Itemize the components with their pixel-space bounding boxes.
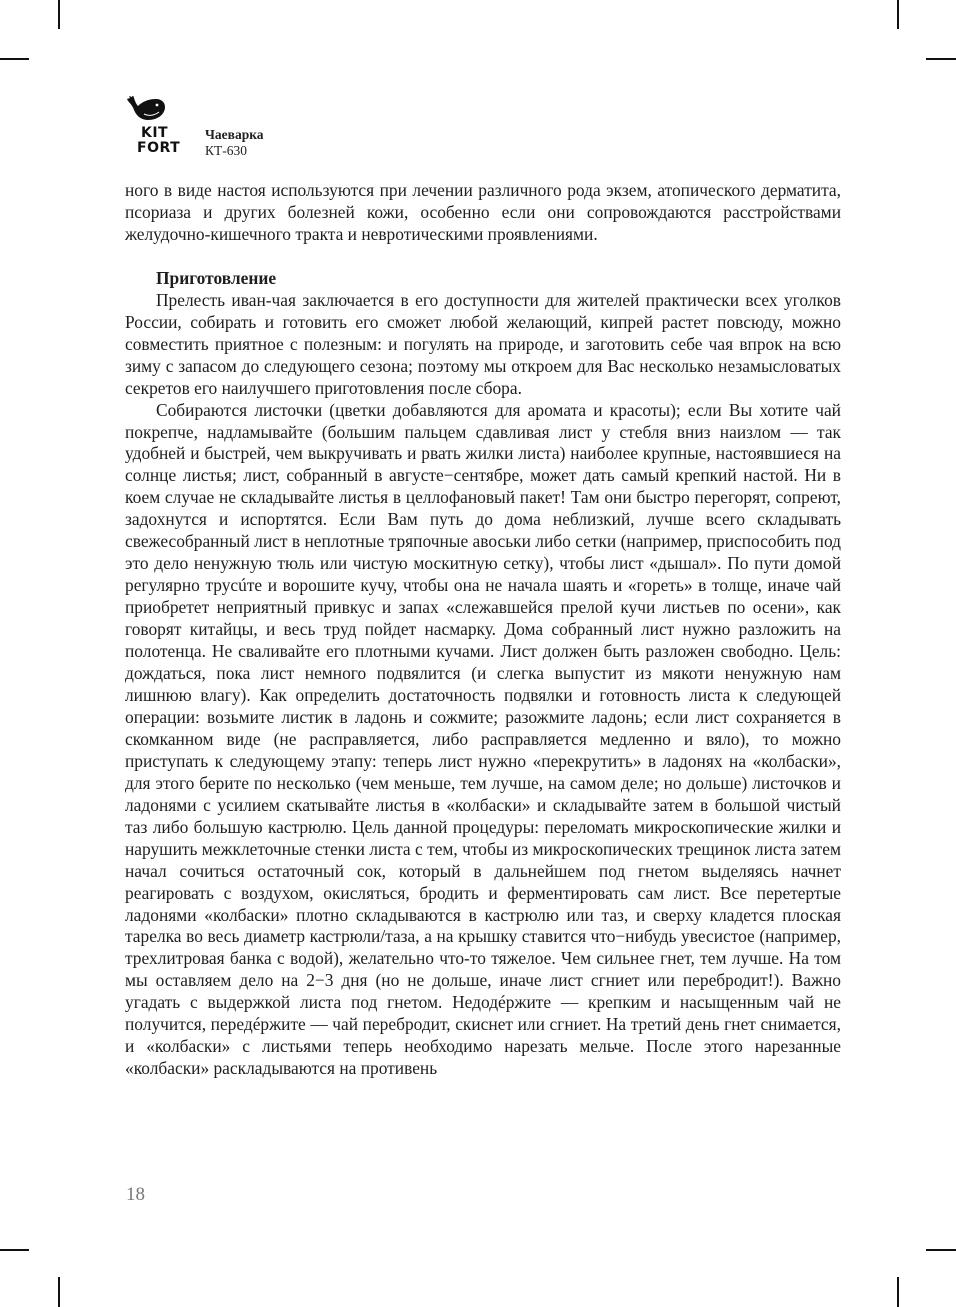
page-header	[121, 96, 421, 160]
crop-mark-bottom-left-vertical	[58, 1277, 60, 1307]
crop-mark-bottom-left-horizontal	[0, 1249, 29, 1251]
paragraph-2: Собираются листочки (цветки добавляются для аромата и красоты); если Вы хотите чай покрепче, надламывайте (большим пальцем сдавливая лист у стебля вниз наизлом — так удобней и быстрей, чем выкручивать и рвать жилки листа) наиболее крупные, настоявшиеся на солнце листья; лист, собранный в августе−сентябре, может дать самый крепкий настой. Ни в коем случае не складывайте листья в целлофановый пакет! Там они быстро перегорят, сопреют, задохнутся и испортятся. Если Вам путь до дома неблизкий, лучше всего складывать свежесобранный лист в неплотные тряпочные авоськи либо сетки (например, приспособить под это дело ненужную тюль или чистую москитную сетку), чтобы лист «дышал». По пути домой регулярно трусúте и ворошите кучу, чтобы она не начала шаять и «гореть» в толще, иначе чай приобретет неприятный привкус и запах «слежавшейся прелой кучи листьев по осени», как говорят китайцы, и весь труд пойдет насмарку. Дома собранный лист нужно разложить на полотенца. Не сваливайте его плотными кучами. Лист должен быть разложен свободно. Цель: дождаться, пока лист немного подвялится (и слегка выпустит из мякоти ненужную нам лишнюю влагу). Как определить достаточность подвялки и готовность листа к следующей операции: возьмите листик в ладонь и сожмите; разожмите ладонь; если лист сохраняется в скомканном виде (не расправляется, либо расправляется медленно и вяло), то можно приступать к следующему этапу: теперь лист нужно «перекрутить» в ладонях на «колбаски», для этого берите по несколько (чем меньше, тем лучше, на самом деле; но дольше) листочков и ладонями с усилием скатывайте листья в «колбаски» и складывайте затем в большой чистый таз либо большую кастрюлю. Цель данной процедуры: переломать микроскопические жилки и нарушить межклеточные стенки листа с тем, чтобы из микроскопических трещинок листа затем начал сочиться остаточный сок, который в дальнейшем под гнетом выделяясь начнет реагировать с воздухом, окисляться, бродить и ферментировать сам лист. Все перетертые ладонями «колбаски» плотно складываются в кастрюлю или таз, и сверху кладется плоская тарелка во весь диаметр кастрюли/таза, а на крышку ставится что−нибудь увесистое (например, трехлитровая банка с водой), желательно что-то тяжелое. Чем сильнее гнет, тем лучше. На том мы оставляем дело на 2−3 дня (но не дольше, иначе лист сгниет или перебродит!). Важно угадать с выдержкой листа под гнетом. Недодéржите — крепким и насыщенным чай не получится, передéржите — чай перебродит, скиснет или сгниет. На третий день гнет снимается, и «колбаски» с листьями теперь необходимо нарезать мельче. После этого нарезанные «колбаски» раскладываются на противень	[125, 399, 841, 1079]
product-name: Чаеварка	[205, 127, 264, 142]
intro-paragraph: ного в виде настоя используются при лечении различного рода экзем, атопического дерматита, псориаза и других болезней кожи, особенно если они сопровождаются расстройствами желудочно-кишечного тракта и невротическими проявлениями.	[125, 180, 841, 244]
crop-mark-top-right-vertical	[897, 0, 899, 29]
paragraph-1: Прелесть иван-чая заключается в его доступности для жителей практически всех уголков России, собирать и готовить его сможет любой желающий, кипрей растет повсюду, можно совместить приятное с полезным: и погулять на природе, и заготовить себе чая впрок на всю зиму с запасом до следующего сезона; поэтому мы откроем для Вас несколько незамысловатых секретов его наилучшего приготовления после сбора.	[125, 289, 841, 398]
crop-mark-top-left-horizontal	[0, 58, 29, 60]
model-number: КТ-630	[205, 143, 247, 158]
crop-mark-top-left-vertical	[58, 0, 60, 29]
crop-mark-bottom-right-horizontal	[926, 1249, 956, 1251]
document-title-block	[205, 127, 264, 159]
kitfort-logo	[121, 96, 181, 160]
brand-line-1: KIT	[141, 125, 169, 141]
crop-mark-bottom-right-vertical	[897, 1277, 899, 1307]
brand-wordmark	[137, 125, 181, 156]
brand-line-2: FORT	[137, 140, 181, 156]
whale-plug-icon	[126, 96, 166, 124]
page-content	[125, 180, 841, 1080]
crop-mark-top-right-horizontal	[926, 58, 956, 60]
section-heading: Приготовление	[156, 267, 277, 288]
page-number: 18	[126, 1184, 145, 1205]
